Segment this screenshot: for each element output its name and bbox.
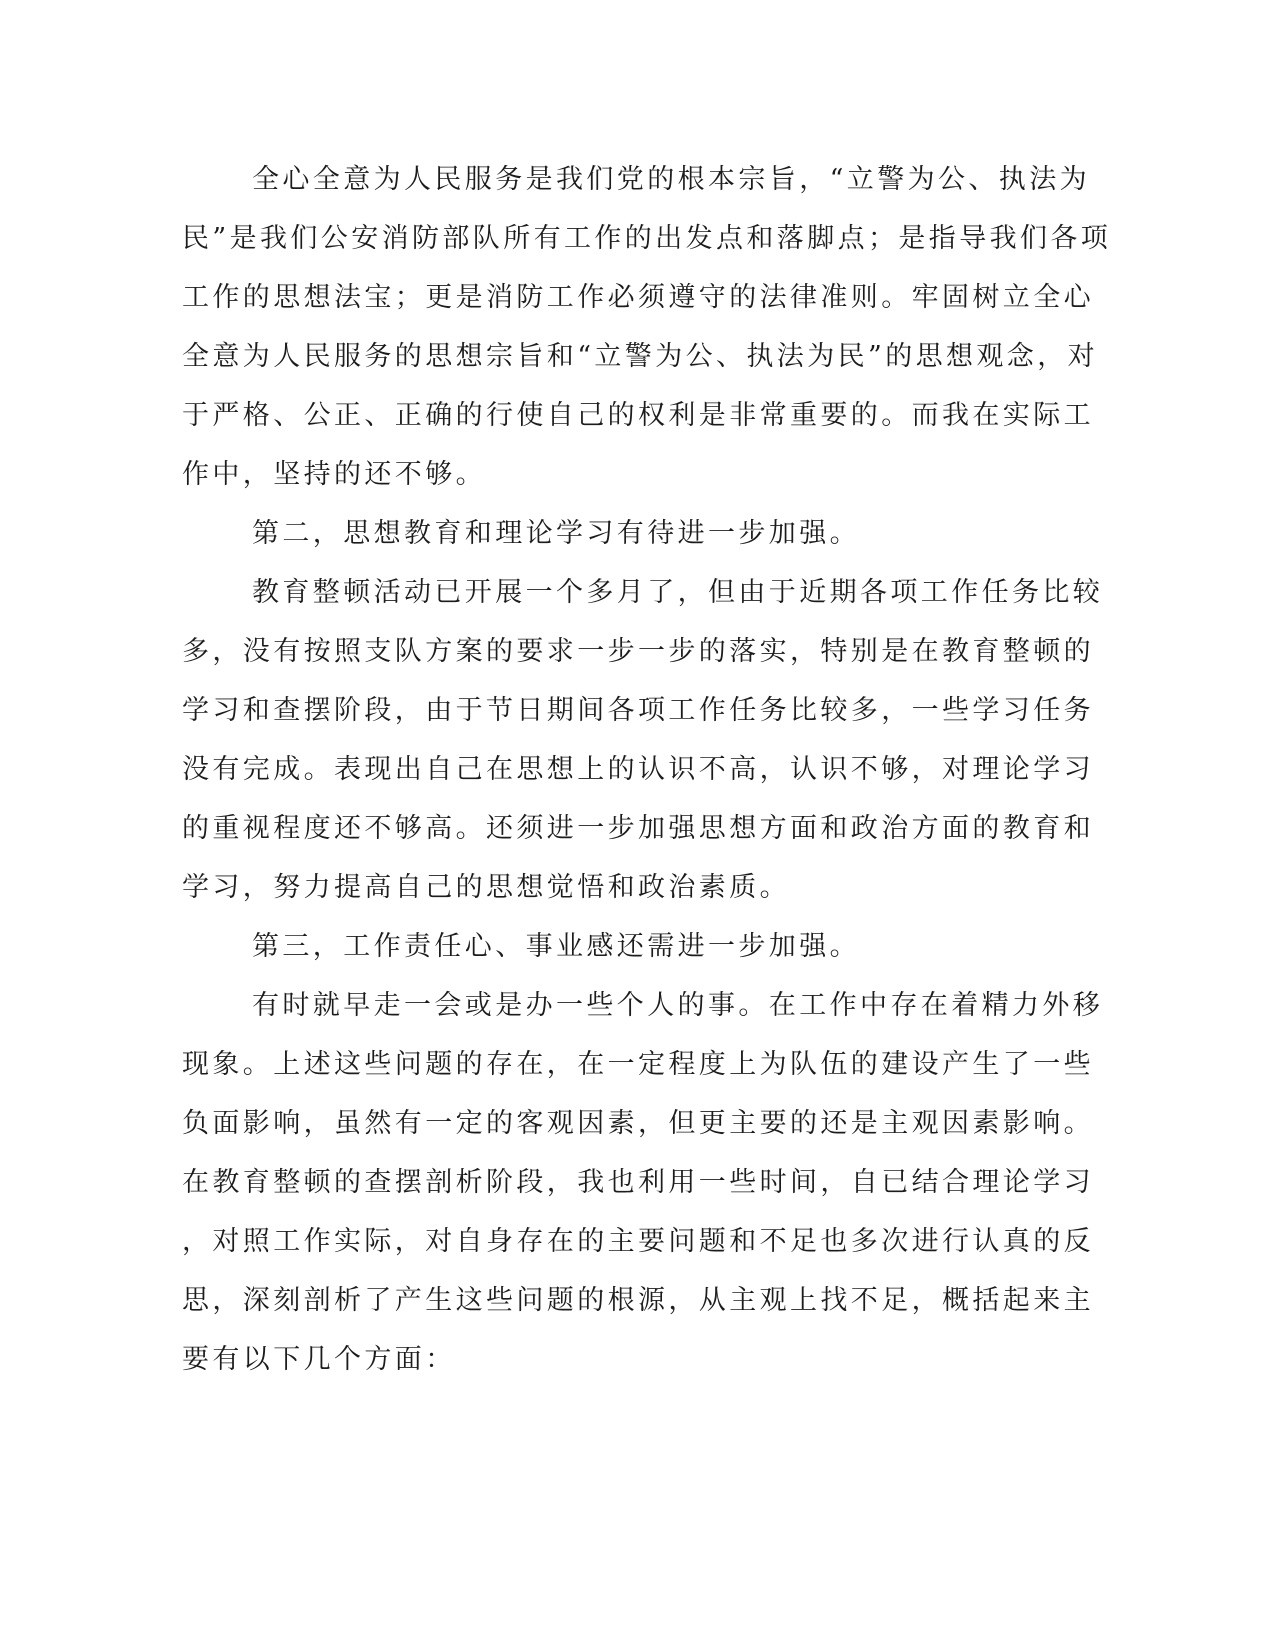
text-line: 民”是我们公安消防部队所有工作的出发点和落脚点；是指导我们各项 [182,223,1112,254]
text-line: 负面影响，虽然有一定的客观因素，但更主要的还是主观因素影响。 [182,1108,1094,1139]
section-heading: 第三，工作责任心、事业感还需进一步加强。 [252,931,860,962]
text-line: 作中，坚持的还不够。 [182,459,486,490]
text-line: 没有完成。表现出自己在思想上的认识不高，认识不够，对理论学习 [182,754,1094,785]
text-line: 全心全意为人民服务是我们党的根本宗旨，“立警为公、执法为 [252,164,1091,195]
section-heading: 第二，思想教育和理论学习有待进一步加强。 [252,518,860,549]
text-line: 现象。上述这些问题的存在，在一定程度上为队伍的建设产生了一些 [182,1049,1094,1080]
text-line: 在教育整顿的查摆剖析阶段，我也利用一些时间，自已结合理论学习 [182,1167,1094,1198]
text-line: 有时就早走一会或是办一些个人的事。在工作中存在着精力外移 [252,990,1104,1021]
text-line: 学习和查摆阶段，由于节日期间各项工作任务比较多，一些学习任务 [182,695,1094,726]
text-line: 工作的思想法宝；更是消防工作必须遵守的法律准则。牢固树立全心 [182,282,1094,313]
text-line: 多，没有按照支队方案的要求一步一步的落实，特别是在教育整顿的 [182,636,1094,667]
text-line: 全意为人民服务的思想宗旨和“立警为公、执法为民”的思想观念，对 [182,341,1099,372]
text-line: 思，深刻剖析了产生这些问题的根源，从主观上找不足，概括起来主 [182,1285,1094,1316]
text-line: 教育整顿活动已开展一个多月了，但由于近期各项工作任务比较 [252,577,1104,608]
text-line: 于严格、公正、正确的行使自己的权利是非常重要的。而我在实际工 [182,400,1094,431]
text-line: ，对照工作实际，对自身存在的主要问题和不足也多次进行认真的反 [182,1226,1094,1257]
text-line: 要有以下几个方面： [182,1344,456,1375]
text-line: 学习，努力提高自己的思想觉悟和政治素质。 [182,872,790,903]
text-line: 的重视程度还不够高。还须进一步加强思想方面和政治方面的教育和 [182,813,1094,844]
